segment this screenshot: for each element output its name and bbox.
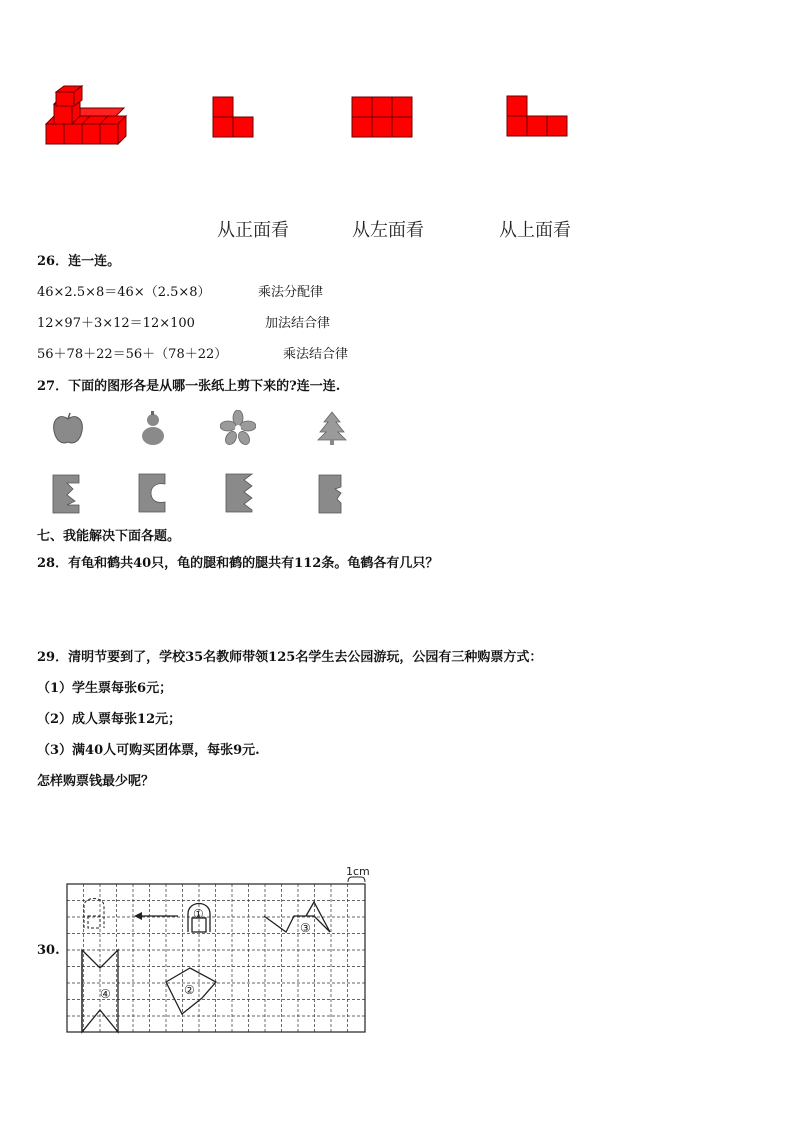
- q29-option-1: （1）学生票每张6元；: [37, 681, 173, 696]
- shape-label-3: ③: [300, 921, 311, 935]
- q26-law-2: 加法结合律: [265, 316, 331, 331]
- shape-label-1: ①: [193, 907, 204, 921]
- question-30-number: 30.: [37, 943, 60, 958]
- view-label-top: 从上面看: [499, 220, 571, 241]
- unit-label: 1cm: [346, 865, 370, 878]
- q26-law-1: 乘法分配律: [258, 285, 324, 300]
- q29-option-3: （3）满40人可购买团体票，每张9元.: [37, 743, 260, 758]
- cut-paper-e-icon: [51, 473, 81, 515]
- question-27-title: 27．下面的图形各是从哪一张纸上剪下来的?连一连.: [37, 379, 341, 394]
- cut-paper-c-icon: [137, 472, 167, 514]
- flower-icon: [220, 410, 256, 446]
- shape-label-4: ④: [100, 987, 111, 1001]
- front-view-figure: [212, 96, 256, 138]
- view-label-left: 从左面看: [352, 220, 424, 241]
- q26-expression-2: 12×97＋3×12＝12×100: [37, 316, 195, 331]
- q29-option-2: （2）成人票每张12元；: [37, 712, 182, 727]
- shape-label-2: ②: [184, 983, 195, 997]
- q29-question: 怎样购票钱最少呢？: [37, 774, 155, 789]
- question-29-title: 29．清明节要到了，学校35名教师带领125名学生去公园游玩，公园有三种购票方式：: [37, 650, 543, 665]
- q26-expression-1: 46×2.5×8＝46×（2.5×8）: [37, 285, 211, 300]
- top-view-figure: [506, 95, 568, 137]
- cut-paper-zigzag-icon: [224, 472, 254, 514]
- left-view-figure: [351, 96, 413, 138]
- apple-icon: [50, 411, 86, 447]
- q30-grid-figure: [60, 860, 372, 1038]
- gourd-icon: [138, 411, 168, 447]
- cut-paper-notch-icon: [317, 473, 347, 515]
- question-28-title: 28．有龟和鹤共40只，龟的腿和鹤的腿共有112条。龟鹤各有几只？: [37, 556, 439, 571]
- view-label-front: 从正面看: [217, 220, 289, 241]
- tree-icon: [316, 410, 348, 446]
- question-26-title: 26．连一连。: [37, 254, 121, 269]
- section-7-heading: 七、我能解决下面各题。: [37, 529, 181, 544]
- q26-expression-3: 56＋78＋22＝56＋（78＋22）: [37, 347, 228, 362]
- q26-law-3: 乘法结合律: [283, 347, 349, 362]
- cube-stack-figure: [44, 84, 128, 146]
